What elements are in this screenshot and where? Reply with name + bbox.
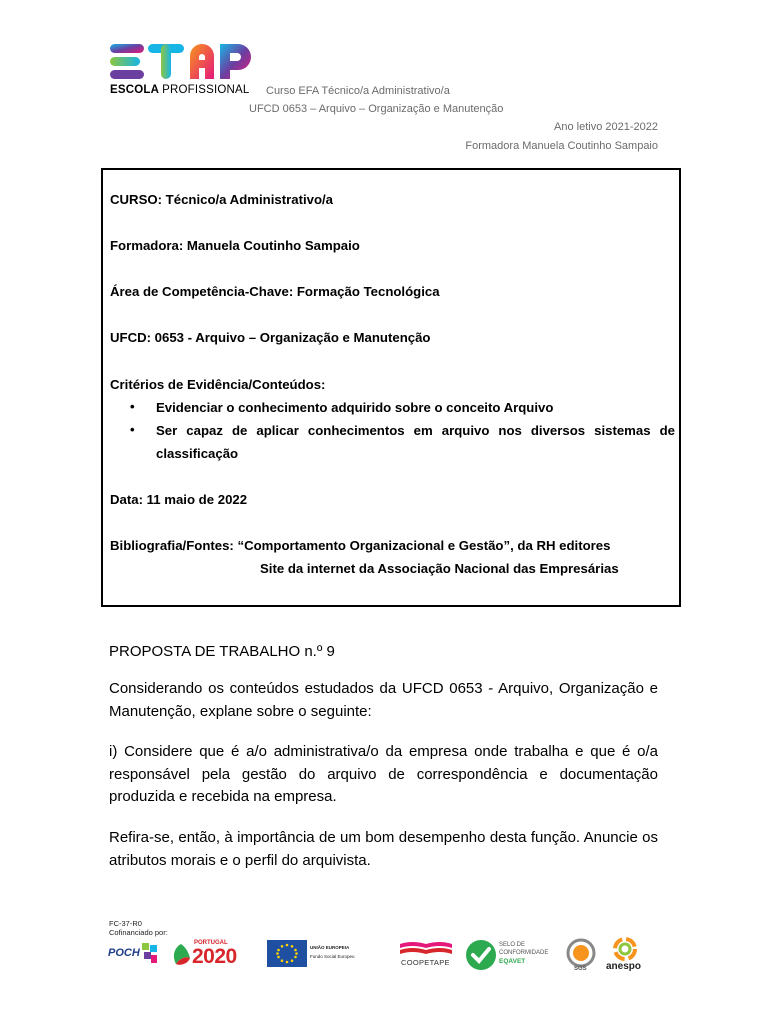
paragraph-2: i) Considere que é a/o administrativa/o da empresa onde trabalha e que é o/a responsável pela gestão do arquivo de correspondência e documentação produzida e recebida na empresa.	[109, 743, 658, 805]
eu-logo	[267, 940, 357, 968]
school-name-light: PROFISSIONAL	[162, 84, 250, 96]
criteria-item-2: Ser capaz de aplicar conhecimentos em arquivo nos diversos sistemas de classificação	[156, 423, 675, 461]
portugal-mark-icon	[170, 942, 192, 966]
eu-flag-icon	[267, 940, 307, 967]
bibliography-line-1: Bibliografia/Fontes: “Comportamento Organizacional e Gestão”, da RH editores	[110, 538, 611, 553]
eqavet-label-3: EQAVET	[499, 958, 526, 965]
eqavet-label-1: SELO DE	[499, 942, 526, 948]
criteria-item-1: Evidenciar o conhecimento adquirido sobre o conceito Arquivo	[156, 400, 554, 415]
anespo-logo	[606, 936, 648, 980]
trainer-line: Formadora: Manuela Coutinho Sampaio	[110, 238, 360, 253]
cofinanced-label: Cofinanciado por:	[109, 928, 168, 937]
eu-label-2: Fundo Social Europeu	[310, 954, 355, 959]
poch-mark-icon	[140, 941, 160, 967]
p2020-label: 2020	[192, 945, 237, 968]
form-code: FC-37-R0	[109, 919, 142, 928]
header-trainer: Formadora Manuela Coutinho Sampaio	[465, 140, 658, 152]
bullet-icon: •	[130, 399, 135, 414]
checkmark-icon	[465, 939, 497, 971]
eu-label-1: UNIÃO EUROPEIA	[310, 945, 350, 950]
header-ufcd: UFCD 0653 – Arquivo – Organização e Manutenção	[249, 103, 504, 115]
coopetape-label: COOPETAPE	[401, 958, 450, 967]
bibliography-line-2: Site da internet da Associação Nacional das Empresárias	[260, 561, 619, 576]
eqavet-label-2: CONFORMIDADE	[499, 950, 549, 956]
school-name	[110, 84, 250, 96]
criteria-title: Critérios de Evidência/Conteúdos:	[110, 377, 326, 392]
portugal-2020-logo	[170, 940, 260, 970]
anespo-label: anespo	[606, 961, 642, 972]
paragraph-1: Considerando os conteúdos estudados da UFCD 0653 - Arquivo, Organização e Manutenção, explane sobre o seguinte:	[109, 680, 658, 720]
sgs-seal-icon	[564, 938, 598, 968]
paragraph-3: Refira-se, então, à importância de um bom desempenho desta função. Anuncie os atributos morais e o perfil do arquivista.	[109, 829, 658, 869]
poch-logo	[108, 941, 160, 967]
ufcd-line: UFCD: 0653 - Arquivo – Organização e Manutenção	[110, 330, 431, 345]
eqavet-seal	[465, 939, 560, 971]
info-box	[101, 168, 681, 607]
course-line: CURSO: Técnico/a Administrativo/a	[110, 192, 334, 207]
sgs-seal	[562, 938, 602, 974]
header-year: Ano letivo 2021-2022	[554, 121, 658, 133]
poch-text: POCH	[108, 947, 140, 959]
form-code-block	[109, 919, 168, 937]
coopetape-logo	[396, 940, 456, 972]
coopetape-mark-icon	[398, 940, 454, 956]
sgs-label: SGS	[574, 966, 587, 972]
header-course: Curso EFA Técnico/a Administrativo/a	[266, 85, 450, 97]
area-line: Área de Competência-Chave: Formação Tecnológica	[110, 284, 440, 299]
anespo-ring-icon	[612, 936, 638, 962]
school-name-bold: ESCOLA	[110, 84, 159, 96]
portugal-label: PORTUGAL	[194, 940, 228, 946]
proposal-title: PROPOSTA DE TRABALHO n.º 9	[109, 643, 335, 660]
bullet-icon: •	[130, 422, 135, 437]
date-line: Data: 11 maio de 2022	[110, 492, 248, 507]
